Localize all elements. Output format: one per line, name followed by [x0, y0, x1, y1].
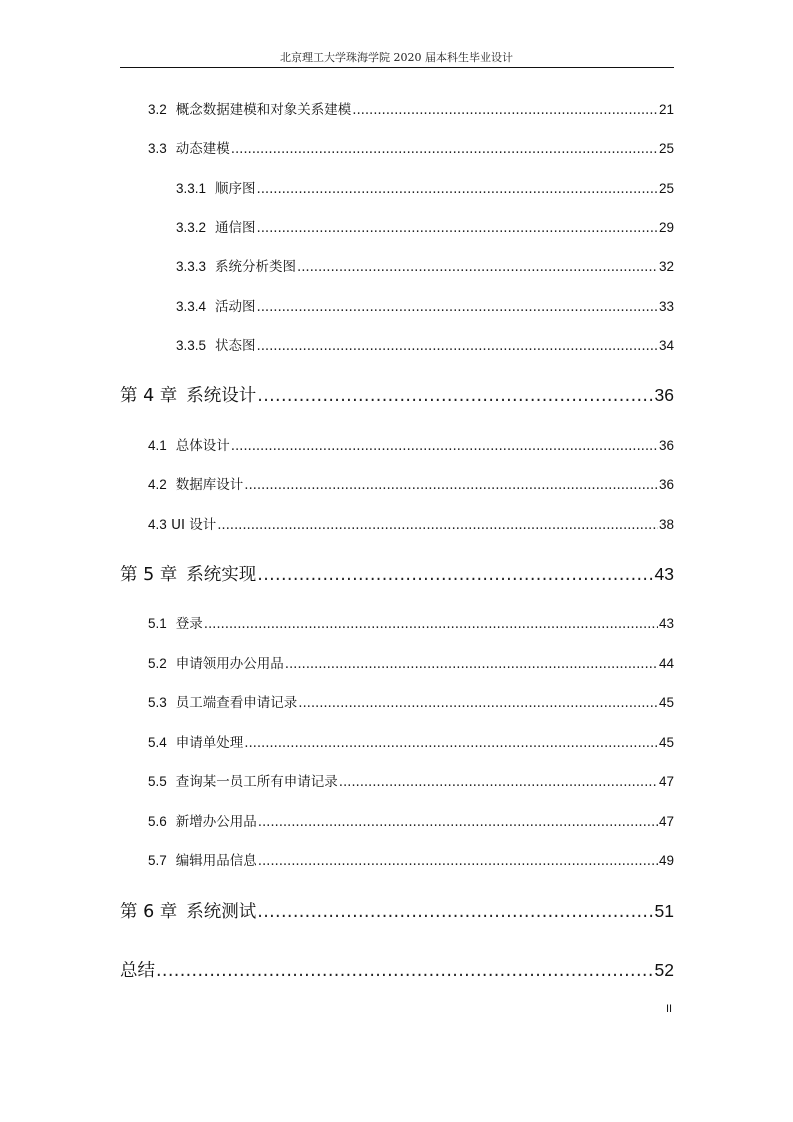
- toc-leader-dots: [257, 338, 658, 354]
- toc-page-number: 34: [658, 338, 674, 353]
- toc-entry-label: 5.6 新增办公用品: [148, 814, 257, 830]
- toc-leader-dots: [257, 565, 653, 585]
- toc-leader-dots: [257, 299, 658, 315]
- toc-entry-label: 5.1 登录: [148, 616, 203, 632]
- toc-page-number: 33: [658, 299, 674, 314]
- toc-entry-5-7[interactable]: [148, 849, 674, 869]
- toc-chapter-4[interactable]: [120, 382, 674, 407]
- toc-entry-label: 4.3 UI 设计: [148, 517, 217, 533]
- toc-entry-label: 3.3.4 活动图: [176, 299, 256, 315]
- toc-page-number: 52: [654, 960, 674, 980]
- toc-leader-dots: [231, 141, 658, 157]
- toc-page-number: 36: [658, 438, 674, 453]
- toc-leader-dots: [298, 695, 658, 711]
- toc-entry-label: 4.2 数据库设计: [148, 477, 244, 493]
- toc-entry-4-2[interactable]: [148, 473, 674, 493]
- toc-entry-4-1[interactable]: [148, 434, 674, 454]
- toc-entry-label: 3.3.2 通信图: [176, 220, 256, 236]
- running-header: 北京理工大学珠海学院 2020 届本科生毕业设计: [280, 51, 513, 64]
- toc-page-number: 38: [658, 517, 674, 532]
- toc-entry-label: 第 4 章 系统设计: [120, 386, 257, 406]
- toc-leader-dots: [297, 259, 658, 275]
- toc-page-number: 21: [658, 102, 674, 117]
- toc-page-number: 47: [658, 814, 674, 829]
- toc-page-number: 25: [658, 141, 674, 156]
- toc-leader-dots: [257, 220, 658, 236]
- toc-entry-label: 5.7 编辑用品信息: [148, 853, 257, 869]
- toc-entry-3-3-4[interactable]: [176, 295, 674, 315]
- toc-page-number: 43: [658, 616, 674, 631]
- toc-entry-5-3[interactable]: [148, 691, 674, 711]
- toc-entry-label: 5.2 申请领用办公用品: [148, 656, 284, 672]
- toc-leader-dots: [156, 961, 654, 981]
- toc-page-number: 45: [658, 735, 674, 750]
- toc-entry-label: 第 5 章 系统实现: [120, 565, 257, 585]
- toc-entry-3-2[interactable]: [148, 98, 674, 118]
- toc-chapter-6[interactable]: [120, 898, 674, 923]
- toc-leader-dots: [257, 386, 653, 406]
- toc-entry-5-2[interactable]: [148, 652, 674, 672]
- toc-entry-3-3-2[interactable]: [176, 216, 674, 236]
- toc-leader-dots: [352, 102, 658, 118]
- toc-page-number: 32: [658, 259, 674, 274]
- toc-page-number: 43: [654, 564, 674, 584]
- toc-entry-label: 3.2 概念数据建模和对象关系建模: [148, 102, 352, 118]
- toc-page-number: 29: [658, 220, 674, 235]
- toc-entry-5-1[interactable]: [148, 612, 674, 632]
- toc-page-number: 36: [658, 477, 674, 492]
- toc-entry-3-3-5[interactable]: [176, 334, 674, 354]
- toc-leader-dots: [244, 735, 658, 751]
- toc-leader-dots: [204, 616, 658, 632]
- toc-leader-dots: [257, 181, 658, 197]
- toc-entry-label: 3.3.3 系统分析类图: [176, 259, 297, 275]
- toc-leader-dots: [257, 902, 653, 922]
- toc-page-number: 44: [658, 656, 674, 671]
- toc-leader-dots: [231, 438, 658, 454]
- toc-page-number: 49: [658, 853, 674, 868]
- toc-leader-dots: [244, 477, 658, 493]
- toc-page-number: 25: [658, 181, 674, 196]
- toc-leader-dots: [217, 517, 658, 533]
- toc-entry-label: 3.3 动态建模: [148, 141, 230, 157]
- toc-leader-dots: [258, 814, 658, 830]
- footer-page-number: II: [666, 1003, 673, 1015]
- toc-entry-label: 总结: [120, 961, 155, 981]
- toc-entry-3-3-3[interactable]: [176, 255, 674, 275]
- toc-page-number: 45: [658, 695, 674, 710]
- toc-page-number: 47: [658, 774, 674, 789]
- toc-entry-4-3[interactable]: [148, 513, 674, 533]
- toc-page-number: 51: [654, 901, 674, 921]
- toc-chapter-5[interactable]: [120, 561, 674, 586]
- toc-leader-dots: [285, 656, 658, 672]
- toc-entry-label: 5.3 员工端查看申请记录: [148, 695, 298, 711]
- toc-entry-5-6[interactable]: [148, 810, 674, 830]
- toc-entry-label: 第 6 章 系统测试: [120, 902, 257, 922]
- toc-entry-label: 3.3.5 状态图: [176, 338, 256, 354]
- toc-page-number: 36: [654, 385, 674, 405]
- toc-entry-5-5[interactable]: [148, 770, 674, 790]
- toc-entry-label: 5.5 查询某一员工所有申请记录: [148, 774, 338, 790]
- toc-summary[interactable]: [120, 957, 674, 982]
- toc-leader-dots: [339, 774, 658, 790]
- toc-entry-label: 4.1 总体设计: [148, 438, 230, 454]
- toc-leader-dots: [258, 853, 658, 869]
- toc-entry-3-3[interactable]: [148, 137, 674, 157]
- toc-entry-5-4[interactable]: [148, 731, 674, 751]
- header-divider: [120, 67, 674, 68]
- toc-entry-label: 5.4 申请单处理: [148, 735, 244, 751]
- toc-entry-3-3-1[interactable]: [176, 177, 674, 197]
- toc-entry-label: 3.3.1 顺序图: [176, 181, 256, 197]
